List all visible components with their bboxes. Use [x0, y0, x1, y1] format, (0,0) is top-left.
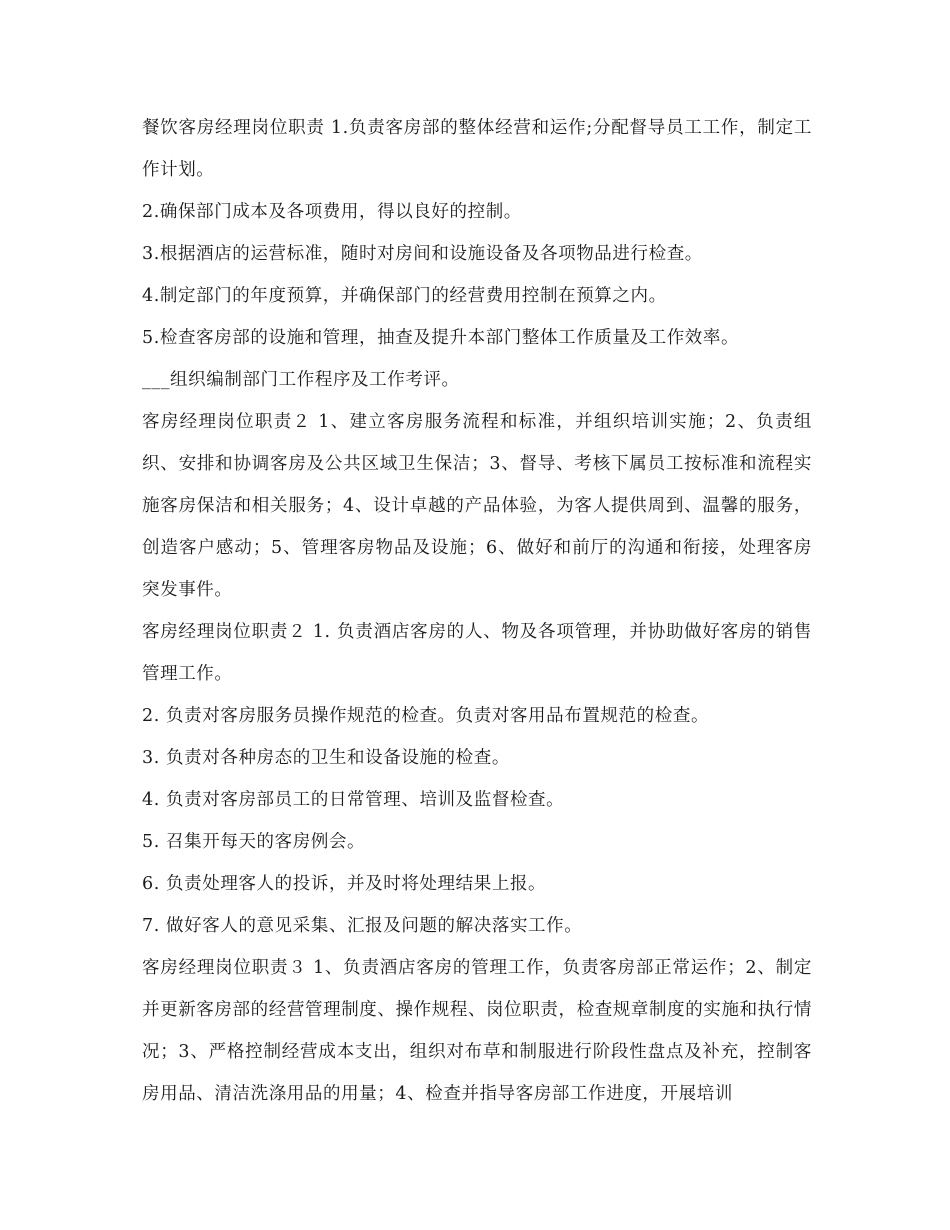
paragraph-9: 3. 负责对各种房态的卫生和设备设施的检查。	[142, 748, 510, 768]
paragraph-13: 7. 做好客人的意见采集、汇报及问题的解决落实工作。	[142, 916, 583, 936]
paragraph-14: 客房经理岗位职责３ 1、负责酒店客房的管理工作，负责客房部正常运作；2、制定并更新客房部的经营管理制度、操作规程、岗位职责，检查规章制度的实施和执行情况；3、严格控制经营成本支出，组织对布草和制服进行阶段性盘点及补充，控制客房用品、清洁洗涤用品的用量；4、检查并指导客房部工作进度，开展培训	[142, 958, 812, 1104]
paragraph-8: 2. 负责对客房服务员操作规范的检查。负责对客用品布置规范的检查。	[142, 706, 710, 726]
paragraph-2: 3.根据酒店的运营标准，随时对房间和设施设备及各项物品进行检查。	[142, 244, 703, 264]
paragraph-10: 4. 负责对客房部员工的日常管理、培训及监督检查。	[142, 790, 565, 810]
paragraph-6: 客房经理岗位职责２ 1、建立客房服务流程和标准，并组织培训实施；2、负责组织、安排和协调客房及公共区域卫生保洁；3、督导、考核下属员工按标准和流程实施客房保洁和相关服务；4、设计卓越的产品体验，为客人提供周到、温馨的服务，创造客户感动；5、管理客房物品及设施；6、做好和前厅的沟通和衔接，处理客房突发事件。	[142, 412, 812, 600]
paragraph-4: 5.检查客房部的设施和管理，抽查及提升本部门整体工作质量及工作效率。	[142, 328, 740, 348]
document-body	[142, 107, 812, 1115]
paragraph-12: 6. 负责处理客人的投诉，并及时将处理结果上报。	[142, 874, 547, 894]
paragraph-1: 2.确保部门成本及各项费用，得以良好的控制。	[142, 202, 522, 222]
paragraph-0: 餐饮客房经理岗位职责 1.负责客房部的整体经营和运作;分配督导员工工作，制定工作计划。	[142, 118, 812, 180]
paragraph-11: 5. 召集开每天的客房例会。	[142, 832, 366, 852]
paragraph-3: 4.制定部门的年度预算，并确保部门的经营费用控制在预算之内。	[142, 286, 667, 306]
paragraph-7: 客房经理岗位职责２ 1. 负责酒店客房的人、物及各项管理，并协助做好客房的销售管理工作。	[142, 622, 812, 684]
paragraph-5: ___组织编制部门工作程序及工作考评。	[142, 370, 460, 390]
